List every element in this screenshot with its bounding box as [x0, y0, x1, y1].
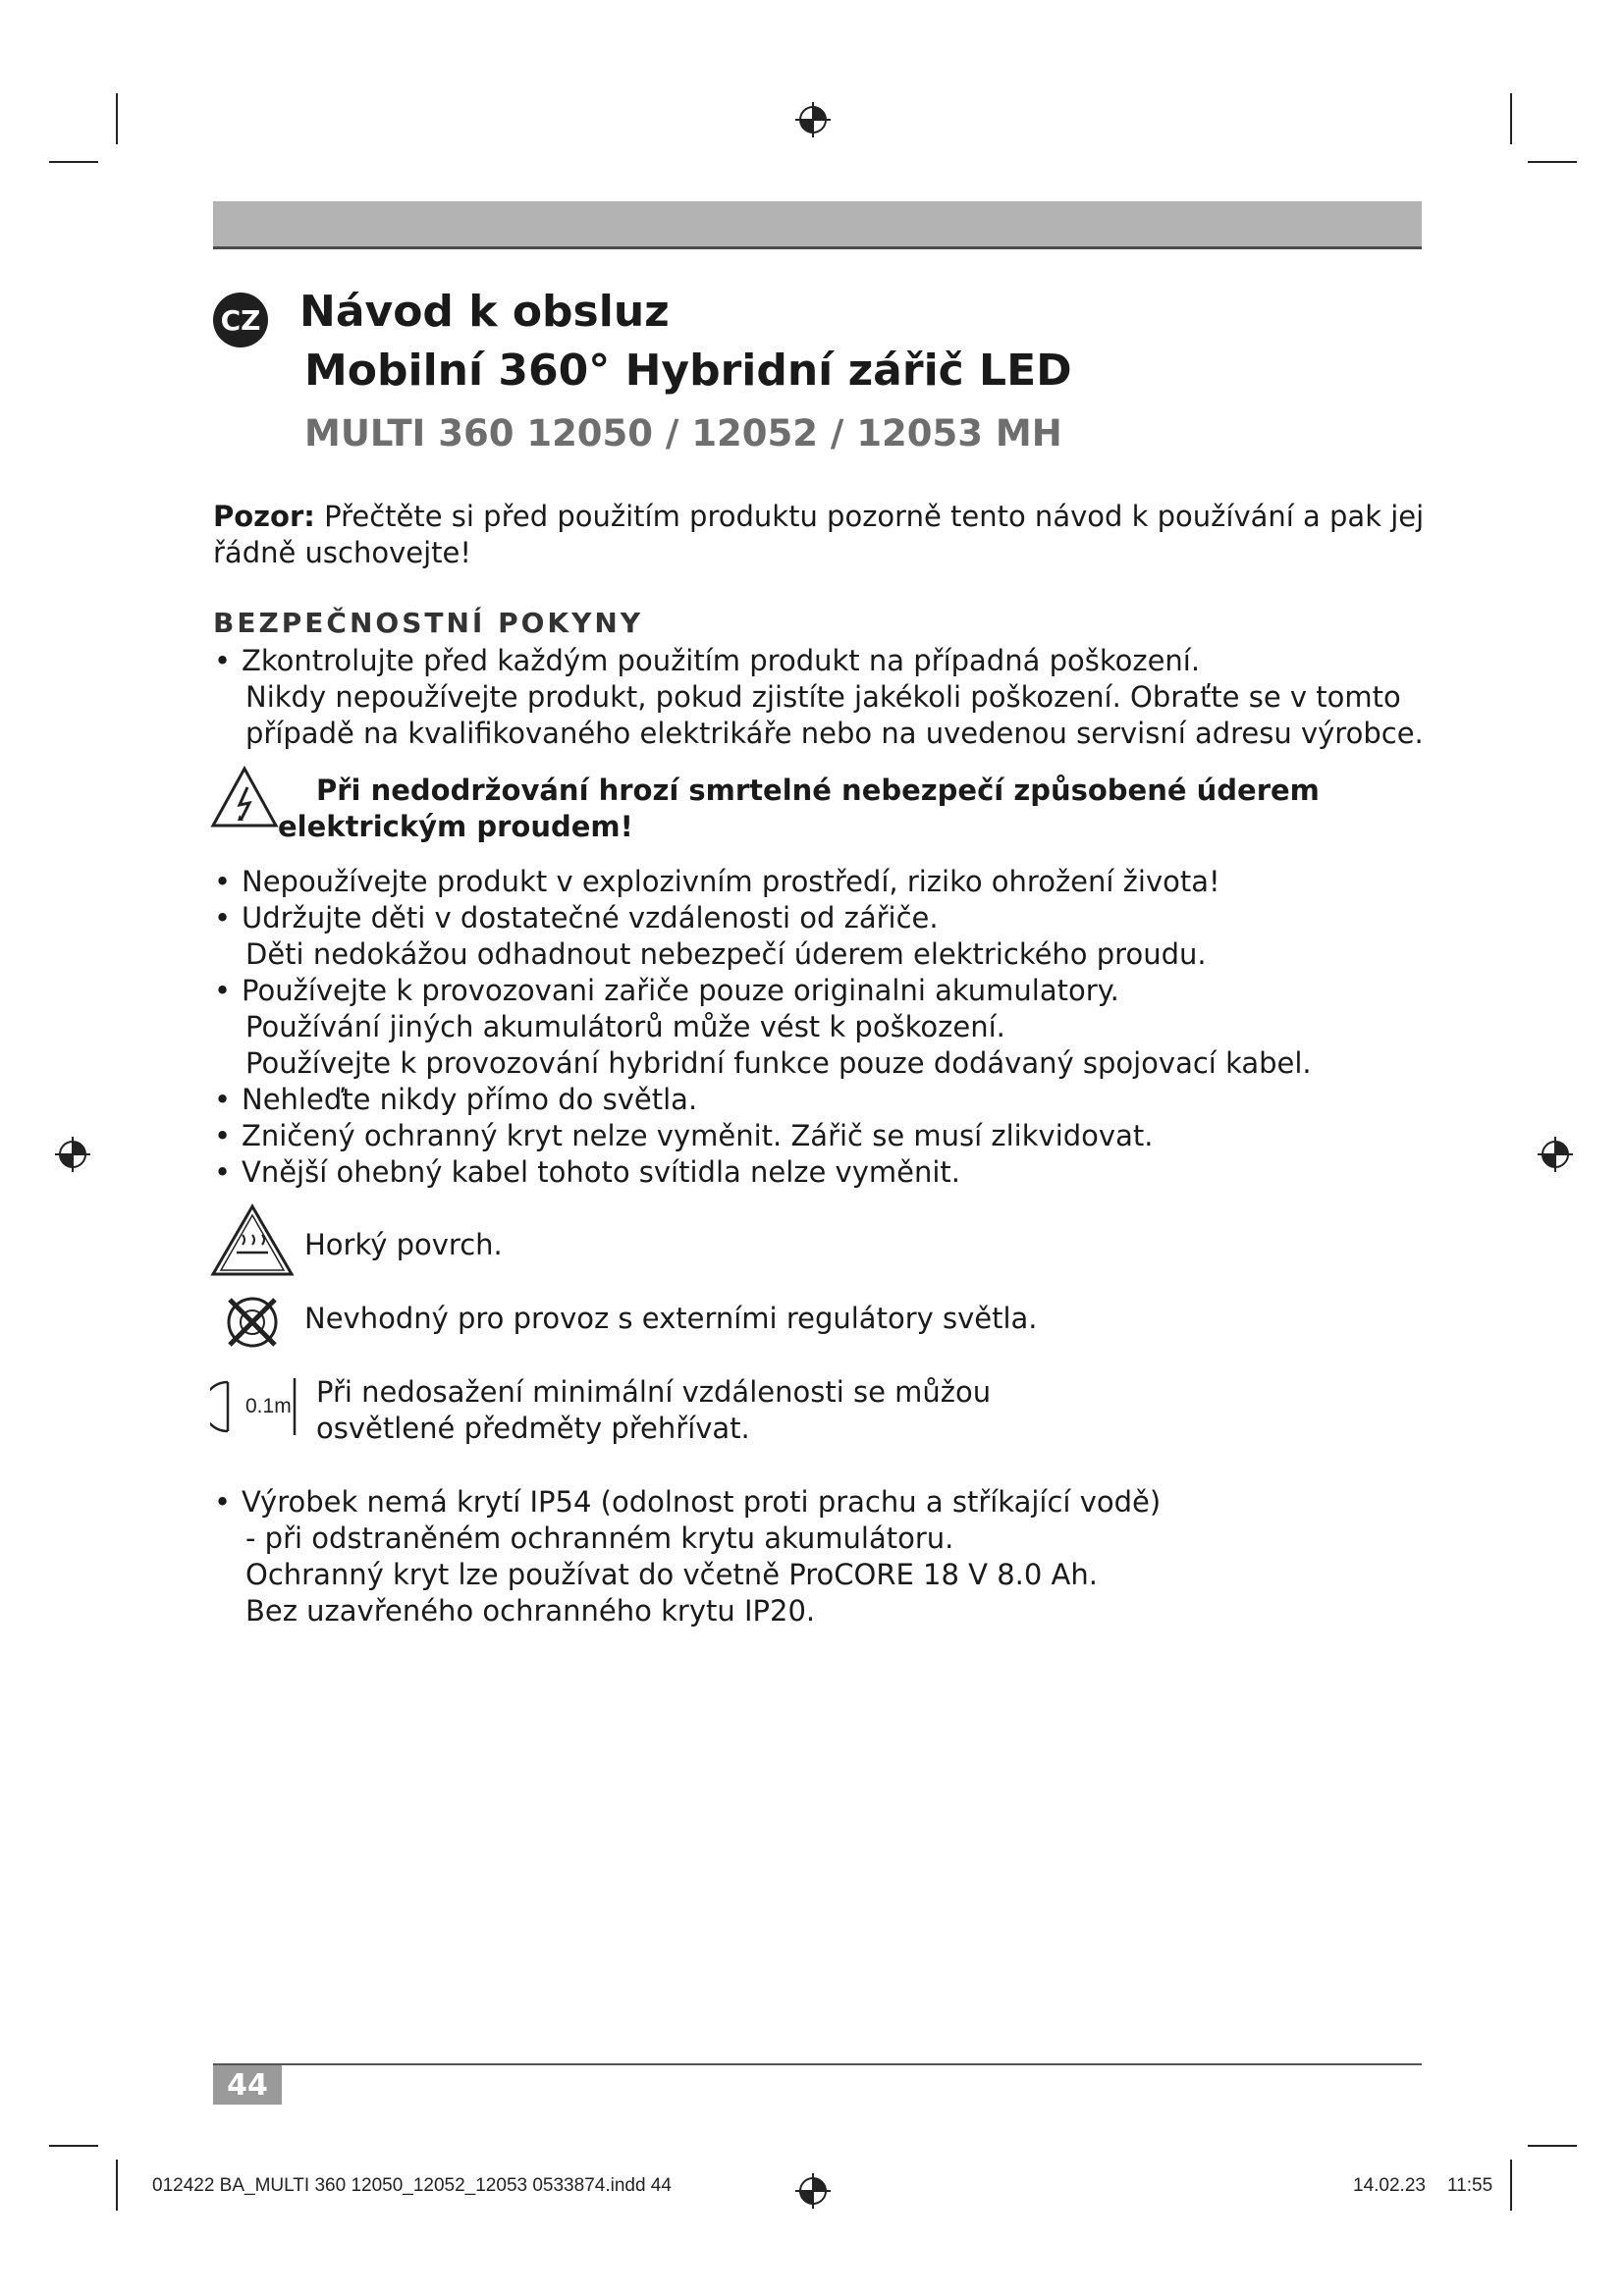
warning-text: elektrickým proudem!: [278, 810, 633, 843]
bullet-dot: •: [214, 1485, 232, 1519]
bullet-dot: •: [214, 974, 232, 1007]
list-item-continuation: - při odstraněném ochranném krytu akumulátoru.: [245, 1522, 954, 1555]
list-item: Nehleďte nikdy přímo do světla.: [242, 1083, 698, 1116]
intro-text: Přečtěte si před použitím produktu pozorně tento návod k používání a pak jej: [324, 500, 1425, 533]
symbol-description: Horký povrch.: [304, 1228, 503, 1261]
page-number: 44: [213, 2065, 282, 2105]
bullet-dot: •: [214, 1083, 232, 1116]
list-item-continuation: Používání jiných akumulátorů může vést k poškození.: [245, 1010, 1005, 1043]
distance-label: 0.1m: [245, 1395, 292, 1417]
list-item-continuation: Ochranný kryt lze používat do včetně ProCORE 18 V 8.0 Ah.: [245, 1558, 1098, 1591]
list-item: Udržujte děti v dostatečné vzdálenosti od zářiče.: [242, 901, 939, 934]
symbol-description: Nevhodný pro provoz s externími regulátory světla.: [304, 1302, 1038, 1335]
slug-time: 11:55: [1447, 2175, 1493, 2196]
registration-mark-icon: [793, 2171, 833, 2211]
product-name: Mobilní 360° Hybridní zářič LED: [304, 346, 1072, 396]
symbol-description: osvětlené předměty přehřívat.: [316, 1412, 750, 1445]
no-dimmer-icon: [220, 1290, 285, 1355]
crop-mark: [1510, 2160, 1512, 2211]
electric-shock-warning-icon: [210, 766, 279, 828]
registration-mark-icon: [53, 1135, 92, 1174]
list-item-continuation: Nikdy nepoužívejte produkt, pokud zjistíte jakékoli poškození. Obraťte se v tomto: [245, 680, 1401, 714]
crop-mark: [1510, 93, 1512, 144]
list-item-continuation: Používejte k provozování hybridní funkce pouze dodávaný spojovací kabel.: [245, 1046, 1312, 1080]
intro-label: Pozor:: [213, 500, 315, 533]
registration-mark-icon: [793, 100, 833, 139]
list-item: Zničený ochranný kryt nelze vyměnit. Zářič se musí zlikvidovat.: [242, 1119, 1154, 1152]
country-badge: CZ: [213, 293, 268, 347]
list-item: Výrobek nemá krytí IP54 (odolnost proti prachu a stříkající vodě): [242, 1485, 1162, 1519]
list-item-continuation: Děti nedokážou odhadnout nebezpečí úderem elektrického proudu.: [245, 937, 1207, 971]
list-item: Nepoužívejte produkt v explozivním prostředí, riziko ohrožení života!: [242, 865, 1220, 898]
list-item-continuation: případě na kvalifikovaného elektrikáře nebo na uvedenou servisní adresu výrobce.: [245, 717, 1424, 750]
header-bar: [213, 201, 1422, 249]
crop-mark: [1528, 2145, 1577, 2147]
bullet-dot: •: [214, 1119, 232, 1152]
hot-surface-warning-icon: [210, 1203, 295, 1278]
symbol-description: Při nedosažení minimální vzdálenosti se můžou: [316, 1375, 992, 1409]
registration-mark-icon: [1536, 1135, 1575, 1174]
crop-mark: [49, 161, 98, 163]
bullet-dot: •: [214, 901, 232, 934]
crop-mark: [1528, 161, 1577, 163]
bullet-dot: •: [214, 1155, 232, 1189]
list-item-continuation: Bez uzavřeného ochranného krytu IP20.: [245, 1594, 816, 1628]
section-heading: BEZPEČNOSTNÍ POKYNY: [213, 607, 644, 639]
footer-rule: [213, 2063, 1422, 2065]
page-title: Návod k obsluz: [299, 287, 670, 337]
intro-line: [213, 499, 1424, 535]
crop-mark: [49, 2145, 98, 2147]
list-item: Vnější ohebný kabel tohoto svítidla nelze vyměnit.: [242, 1155, 960, 1189]
crop-mark: [116, 2160, 118, 2211]
bullet-dot: •: [214, 644, 232, 677]
list-item: Používejte k provozovani zařiče pouze originalni akumulatory.: [242, 974, 1119, 1007]
intro-line: řádně uschovejte!: [213, 536, 471, 569]
file-slug: 012422 BA_MULTI 360 12050_12052_12053 0533874.indd 44: [152, 2175, 672, 2196]
slug-date: 14.02.23: [1353, 2175, 1426, 2196]
crop-mark: [116, 93, 118, 144]
bullet-dot: •: [214, 865, 232, 898]
list-item: Zkontrolujte před každým použitím produkt na případná poškození.: [242, 644, 1201, 677]
model-number: MULTI 360 12050 / 12052 / 12053 MH: [304, 412, 1062, 454]
warning-text: Při nedodržování hrozí smrtelné nebezpečí způsobené úderem: [316, 774, 1320, 807]
